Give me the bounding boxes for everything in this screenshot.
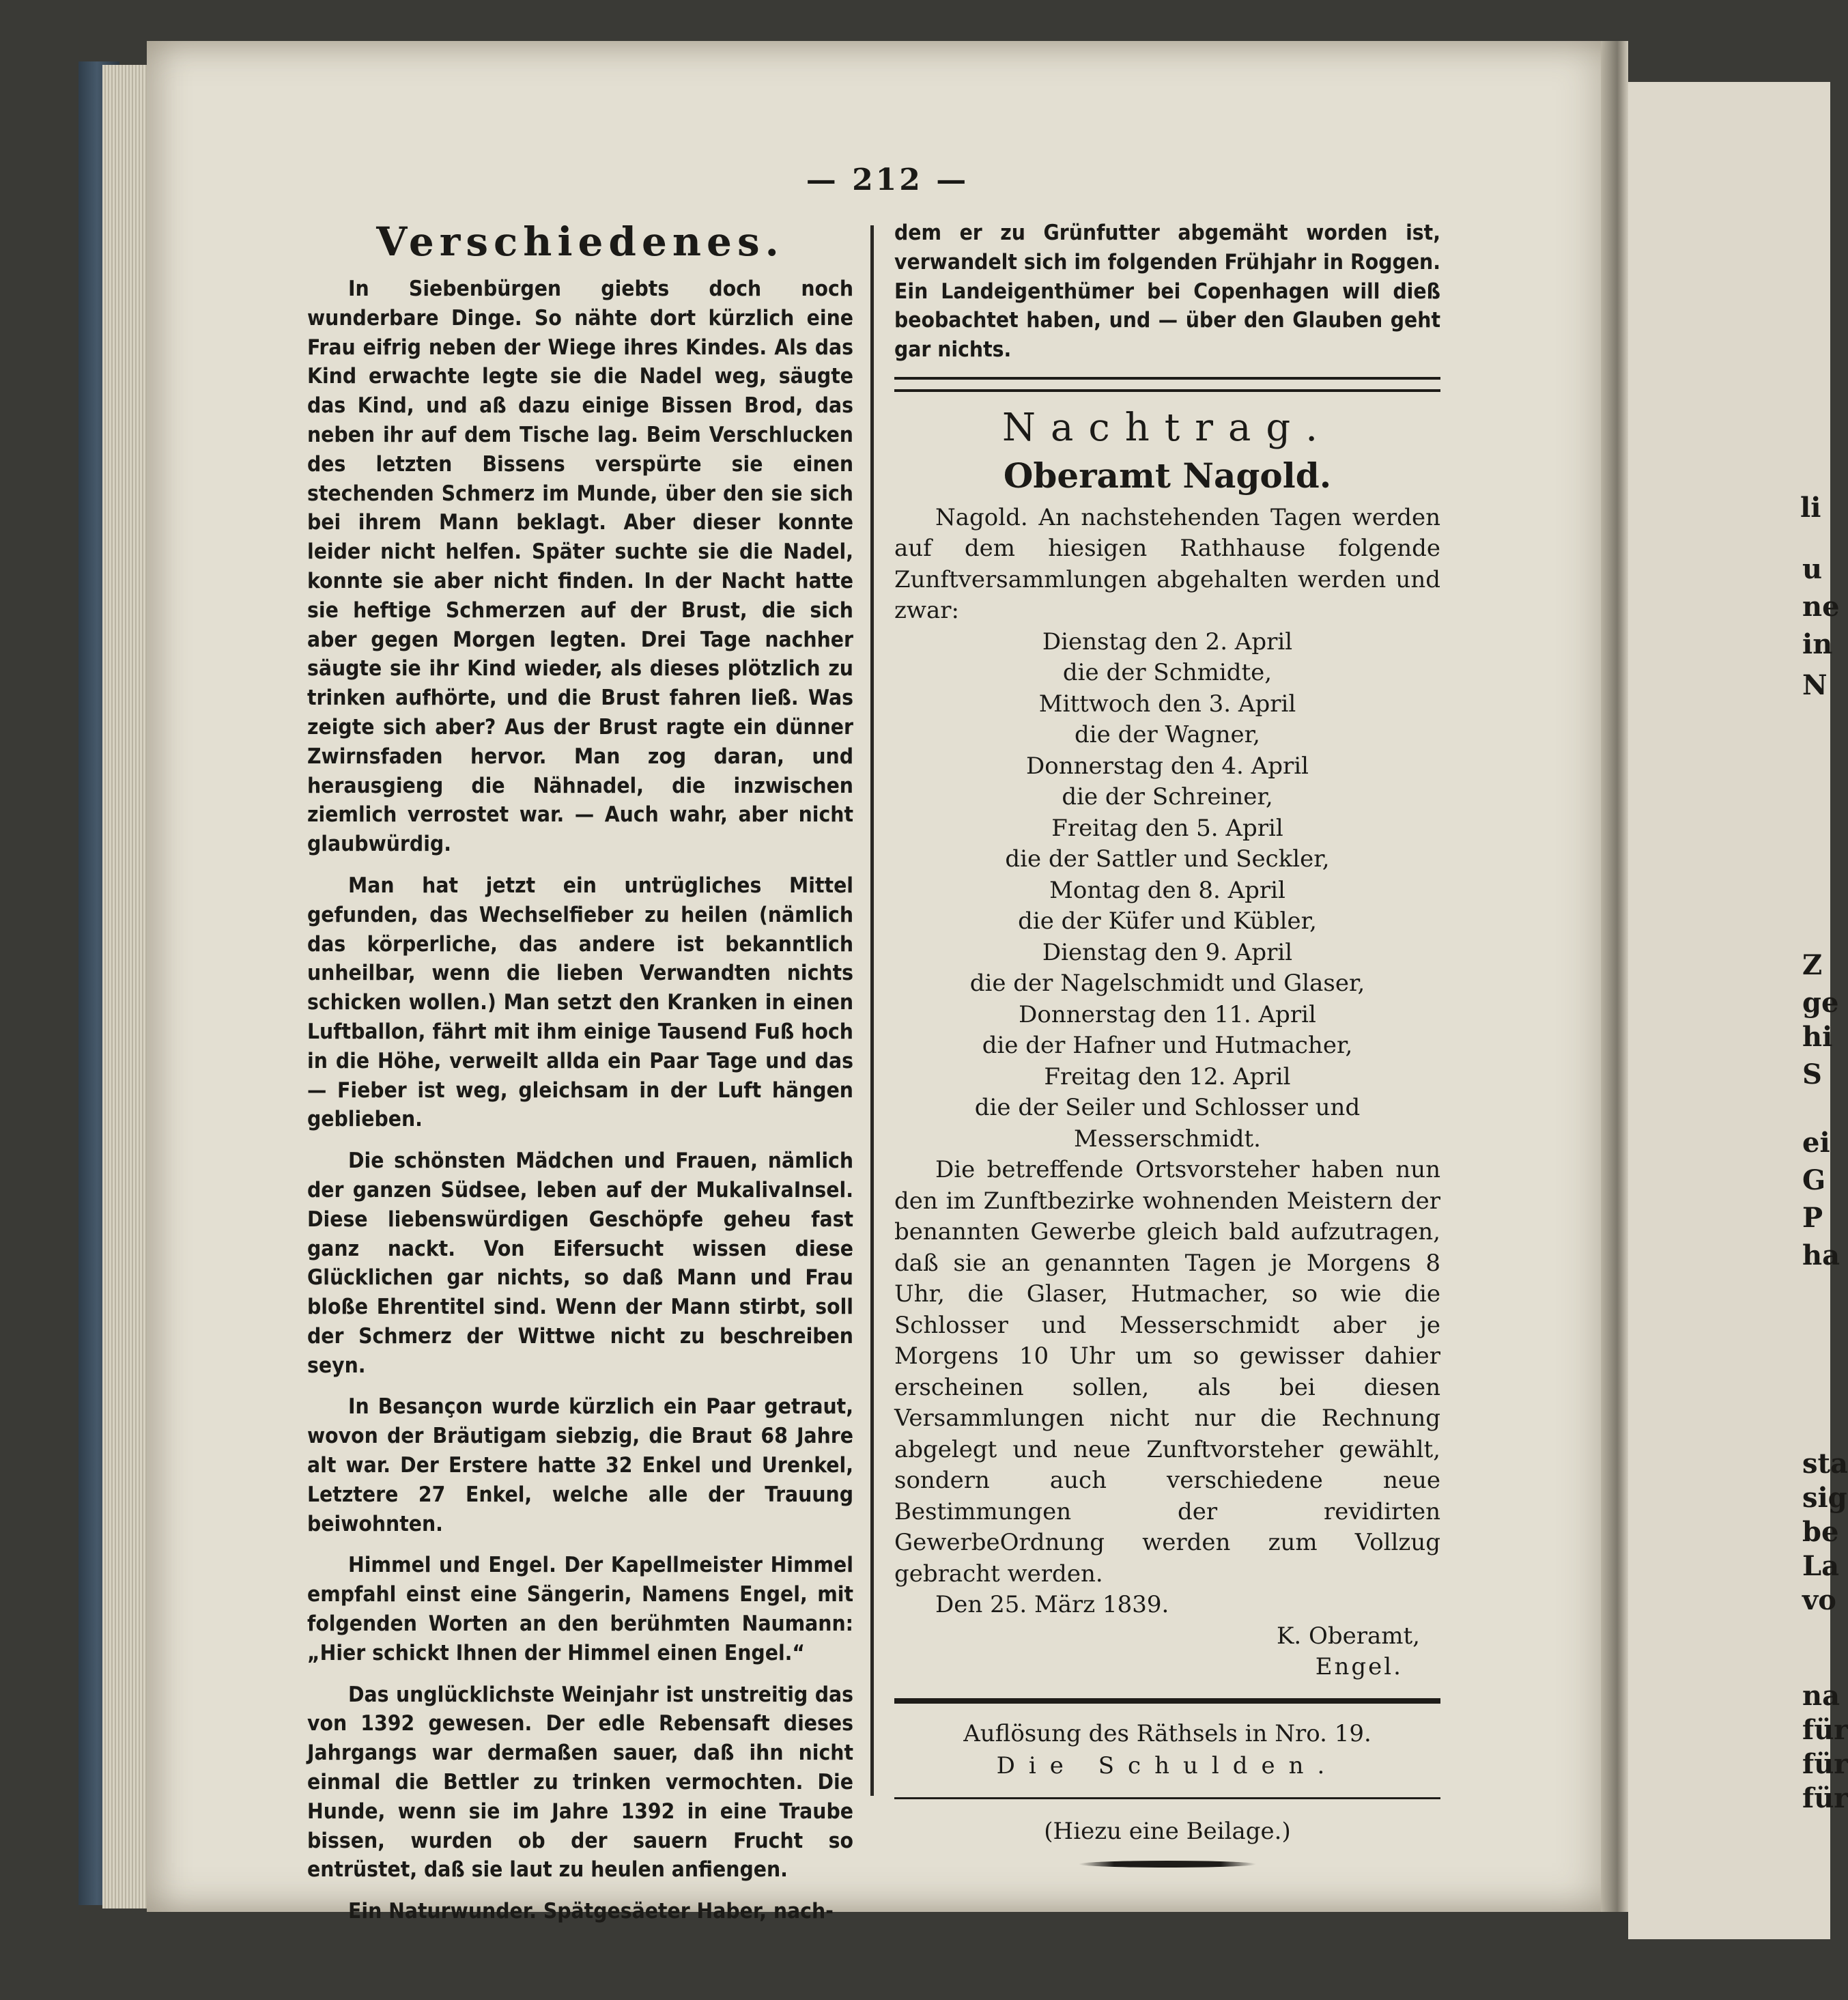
notice-intro: Nagold. An nachstehenden Tagen werden auf dem hiesigen Rathhause folgende Zunftversammlungen abgehalten werden und zwar: bbox=[894, 503, 1440, 625]
signature-name: Engel. bbox=[1315, 1653, 1403, 1681]
schedule-line: die der Hafner und Hutmacher, bbox=[982, 1032, 1353, 1060]
left-column bbox=[307, 219, 853, 1926]
notice-body: Die betreffende Ortsvorsteher haben nun den im Zunftbezirke wohnenden Meistern der benannten Gewerbe gleich bald aufzutragen, daß sie an genannten Tagen je Morgens 8 Uhr, die Glaser, Hutmacher, so wie die Schlosser und Messerschmidt aber je Morgens 10 Uhr um so gewisser dahier erscheinen sollen, als bei diesen Versammlungen nicht nur die Rechnung abgelegt und neue Zunftvorsteher gewählt, sondern auch verschiedene neue Bestimmungen der revidirten GewerbeOrdnung werden zum Vollzug gebracht werden. bbox=[894, 1156, 1440, 1588]
facing-fragment: ne bbox=[1802, 591, 1840, 623]
facing-fragment: hi bbox=[1802, 1021, 1833, 1053]
facing-fragment: für bbox=[1802, 1782, 1848, 1814]
schedule-line: die der Wagner, bbox=[1075, 721, 1260, 749]
notice-date: Den 25. März 1839. bbox=[935, 1591, 1169, 1619]
facing-fragment: in bbox=[1802, 628, 1833, 660]
schedule-line: Montag den 8. April bbox=[1049, 876, 1285, 904]
article-paragraph: Man hat jetzt ein untrügliches Mittel gefunden, das Wechselfieber zu heilen (nämlich das körperliche, das andere ist bekanntlich unheilbar, wenn die lieben Verwandten nichts schicken wollen.) Man setzt den Kranken in einen Luftballon, fährt mit ihm einige Tausend Fuß hoch in die Höhe, verweilt allda ein Paar Tage und das — Fieber ist weg, gleichsam in der Luft hängen geblieben. bbox=[307, 873, 853, 1132]
facing-fragment: ei bbox=[1802, 1127, 1830, 1159]
facing-fragment: Z bbox=[1802, 949, 1823, 981]
schedule-line: Dienstag den 9. April bbox=[1042, 938, 1293, 966]
facing-fragment: ha bbox=[1802, 1239, 1840, 1271]
facing-fragment: für bbox=[1802, 1714, 1848, 1746]
section-heading: Verschiedenes. bbox=[376, 219, 784, 265]
facing-fragment: li bbox=[1800, 492, 1821, 524]
facing-fragment: na bbox=[1802, 1680, 1840, 1712]
facing-fragment: u bbox=[1802, 553, 1823, 585]
article-paragraph: In Siebenbürgen giebts doch noch wunderbare Dinge. So nähte dort kürzlich eine Frau eifrig neben der Wiege ihres Kindes. Als das Kind erwachte legte sie die Nadel weg, säugte das Kind, und aß dazu einige Bissen Brod, das neben ihr auf dem Tische lag. Beim Verschlucken des letzten Bissens verspürte sie einen stechenden Schmerz im Munde, über den sie sich bei ihrem Mann beklagt. Aber dieser konnte leider nicht helfen. Später suchte sie die Nadel, konnte sie aber nicht finden. In der Nacht hatte sie heftige Schmerzen auf der Brust, die sich aber gegen Morgen legten. Drei Tage nachher säugte sie ihr Kind wieder, als dieses plötzlich zu trinken aufhörte, und die Brust fahren ließ. Was zeigte sich aber? Aus der Brust ragte ein dünner Zwirnsfaden hervor. Man zog daran, und herausgieng die Nähnadel, die inzwischen ziemlich verrostet war. — Auch wahr, aber nicht glaubwürdig. bbox=[307, 277, 853, 857]
section-rule bbox=[894, 377, 1440, 392]
facing-fragment: be bbox=[1802, 1516, 1839, 1548]
schedule-line: die der Seiler und Schlosser und Messerschmidt. bbox=[974, 1094, 1361, 1153]
facing-fragment: G bbox=[1802, 1164, 1826, 1196]
page-number: — 212 — bbox=[806, 163, 969, 197]
schedule-line: die der Schmidte, bbox=[1062, 659, 1273, 687]
schedule-line: Mittwoch den 3. April bbox=[1038, 690, 1296, 718]
schedule-line: Donnerstag den 11. April bbox=[1019, 1000, 1316, 1028]
article-paragraph: In Besançon wurde kürzlich ein Paar getraut, wovon der Bräutigam siebzig, die Braut 68 Jahre alt war. Der Erstere hatte 32 Enkel und Urenkel, Letztere 27 Enkel, welche alle der Trauung beiwohnten. bbox=[307, 1394, 853, 1536]
ornament-rule bbox=[1079, 1861, 1256, 1868]
facing-fragment: S bbox=[1802, 1058, 1822, 1090]
article-paragraph: Ein Naturwunder. Spätgesäeter Haber, nach- bbox=[348, 1899, 834, 1924]
right-column bbox=[894, 219, 1440, 1868]
article-paragraph: Die schönsten Mädchen und Frauen, nämlich der ganzen Südsee, leben auf der MukalivaInsel. Diese liebenswürdigen Geschöpfe geheu fast ganz nackt. Von Eifersucht wissen diese Glücklichen gar nichts, so daß Mann und Frau bloße Ehrentitel sind. Wenn der Mann stirbt, soll der Schmerz der Wittwe nicht zu beschreiben seyn. bbox=[307, 1149, 853, 1378]
schedule-list bbox=[894, 627, 1440, 1155]
facing-fragment: sig bbox=[1802, 1482, 1847, 1514]
article-paragraph: Himmel und Engel. Der Kapellmeister Himmel empfahl einst eine Sängerin, Namens Engel, mit folgenden Worten an den berühmten Naumann: „Hier schickt Ihnen der Himmel einen Engel.“ bbox=[307, 1553, 853, 1665]
riddle-solution: Die Schulden. bbox=[996, 1752, 1339, 1780]
schedule-line: Freitag den 12. April bbox=[1044, 1062, 1291, 1090]
continued-paragraph: dem er zu Grünfutter abgemäht worden ist, verwandelt sich im folgenden Frühjahr in Roggen. Ein Landeigenthümer bei Copenhagen will dieß beobachtet haben, und — über den Glauben geht gar nichts. bbox=[894, 221, 1440, 363]
article-paragraph: Das unglücklichste Weinjahr ist unstreitig das von 1392 gewesen. Der edle Rebensaft dieses Jahrgangs war dermaßen sauer, daß ihn nicht einmal die Bettler zu trinken vermochten. Die Hunde, wenn sie im Jahre 1392 in eine Traube bissen, wurden ob der sauern Frucht so entrüstet, daß sie laut zu heulen anfiengen. bbox=[307, 1682, 853, 1883]
nachtrag-heading: Nachtrag. bbox=[1001, 405, 1333, 450]
schedule-line: die der Küfer und Kübler, bbox=[1018, 907, 1317, 935]
facing-fragment: vo bbox=[1802, 1584, 1836, 1616]
section-rule bbox=[894, 1797, 1440, 1799]
schedule-line: Freitag den 5. April bbox=[1051, 814, 1283, 842]
section-rule bbox=[894, 1698, 1440, 1704]
supplement-note: (Hiezu eine Beilage.) bbox=[1044, 1818, 1291, 1846]
signature-office: K. Oberamt, bbox=[1276, 1622, 1420, 1650]
facing-fragment: ge bbox=[1802, 987, 1839, 1019]
book-gutter bbox=[1601, 41, 1628, 1912]
column-divider bbox=[870, 225, 874, 1796]
riddle-solution-line: Auflösung des Räthsels in Nro. 19. bbox=[963, 1719, 1371, 1747]
oberamt-heading: Oberamt Nagold. bbox=[1003, 455, 1332, 496]
schedule-line: die der Schreiner, bbox=[1062, 783, 1273, 811]
facing-fragment: N bbox=[1802, 669, 1828, 701]
schedule-line: Donnerstag den 4. April bbox=[1025, 752, 1309, 780]
facing-fragment: P bbox=[1802, 1202, 1823, 1234]
facing-fragment: La bbox=[1802, 1550, 1840, 1582]
facing-page bbox=[1628, 82, 1848, 1939]
schedule-line: die der Sattler und Seckler, bbox=[1005, 845, 1330, 873]
schedule-line: die der Nagelschmidt und Glaser, bbox=[969, 970, 1365, 998]
facing-fragment: für bbox=[1802, 1748, 1848, 1780]
facing-fragment: sta bbox=[1802, 1448, 1848, 1480]
schedule-line: Dienstag den 2. April bbox=[1042, 628, 1293, 656]
